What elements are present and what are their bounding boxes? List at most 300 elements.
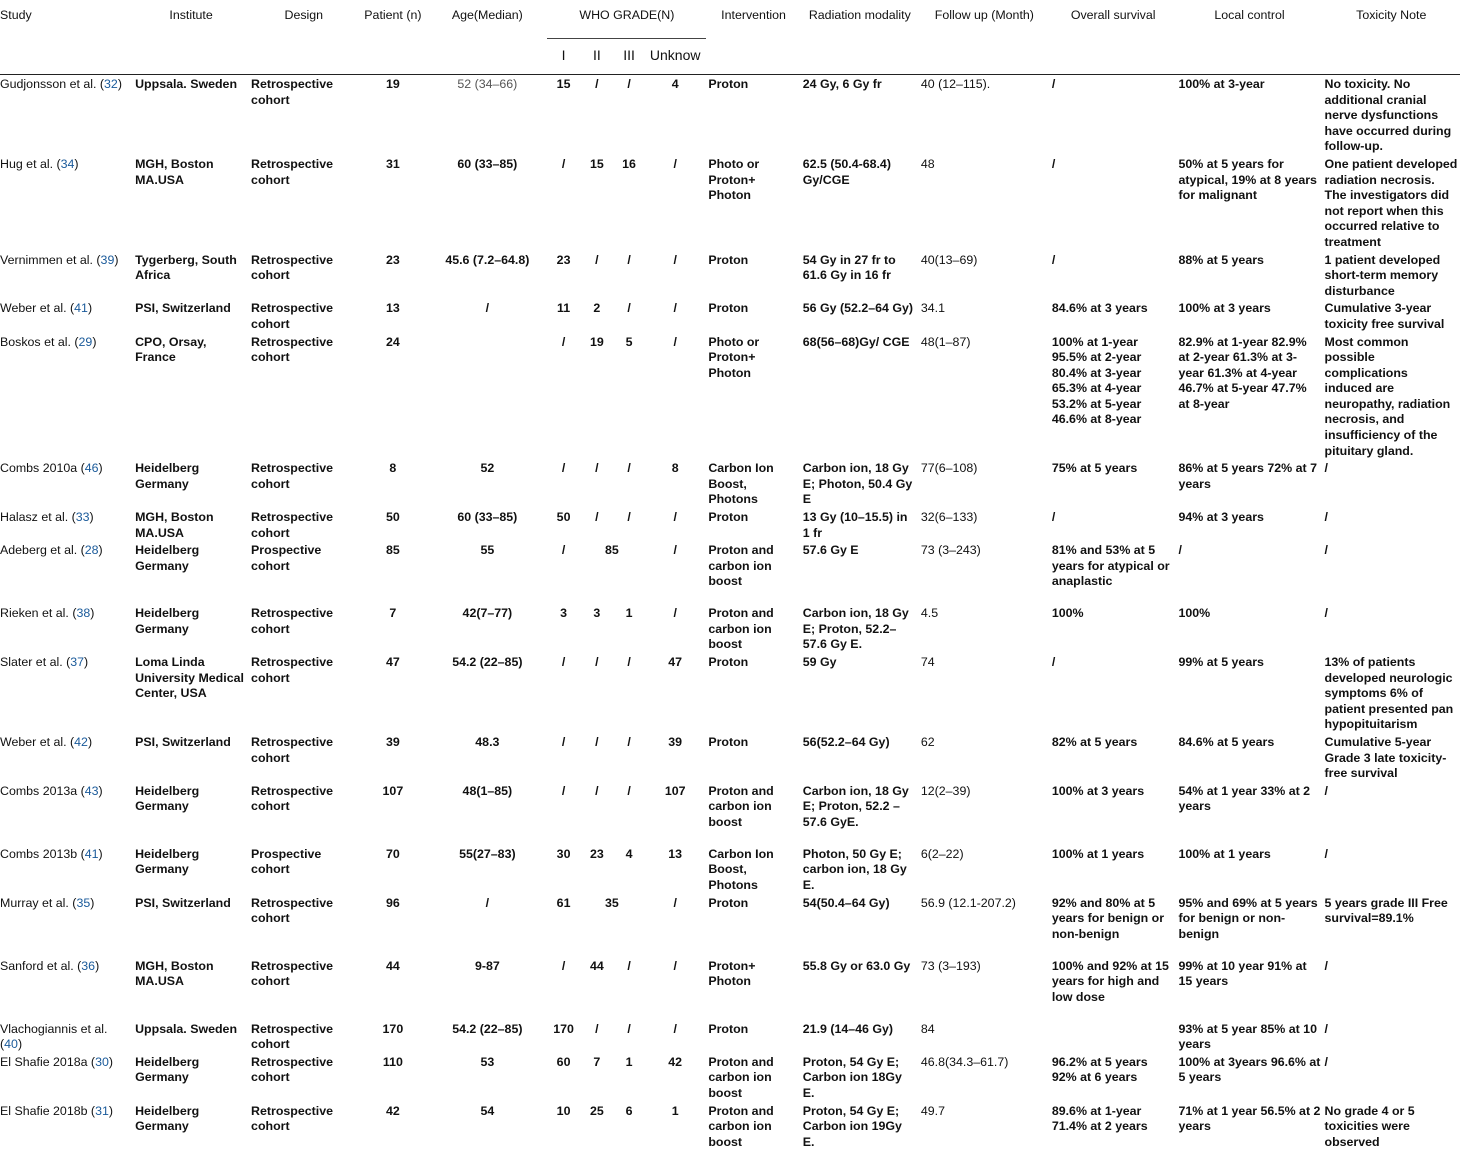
cell-local-control: 99% at 10 year 91% at 15 years (1177, 957, 1323, 1020)
reference-close-paren: ) (90, 510, 94, 524)
cell-follow-up: 73 (3–193) (919, 957, 1050, 1020)
cell-patient: 44 (359, 957, 428, 1020)
cell-toxicity-note: 5 years grade III Free survival=89.1% (1323, 894, 1460, 957)
reference-close-paren: ) (74, 157, 78, 171)
cell-design: Retrospective cohort (249, 894, 358, 957)
cell-design: Prospective cohort (249, 845, 358, 894)
cell-radiation-modality: 59 Gy (801, 653, 919, 733)
cell-follow-up: 73 (3–243) (919, 541, 1050, 604)
cell-grade-2: 35 (580, 894, 644, 957)
cell-grade-1: / (547, 541, 579, 604)
cell-institute: Heidelberg Germany (133, 459, 249, 508)
reference-close-paren: ) (18, 1037, 22, 1051)
cell-intervention: Carbon Ion Boost, Photons (706, 459, 800, 508)
cell-design: Retrospective cohort (249, 653, 358, 733)
reference-link[interactable]: 33 (76, 510, 90, 524)
table-row (0, 251, 1460, 300)
study-name: Rieken et al. ( (0, 606, 76, 620)
cell-grade-1: / (547, 155, 579, 251)
cell-grade-3: / (614, 957, 644, 1020)
cell-design: Retrospective cohort (249, 299, 358, 332)
cell-institute: Heidelberg Germany (133, 1053, 249, 1102)
cell-patient: 85 (359, 541, 428, 604)
cell-toxicity-note: / (1323, 1053, 1460, 1102)
reference-link[interactable]: 46 (85, 461, 99, 475)
reference-link[interactable]: 43 (85, 784, 99, 798)
cell-age: 53 (427, 1053, 547, 1102)
cell-institute: Heidelberg Germany (133, 604, 249, 653)
study-name: Sanford et al. ( (0, 959, 81, 973)
cell-institute: Heidelberg Germany (133, 845, 249, 894)
cell-study (0, 957, 133, 1020)
cell-age: 60 (33–85) (427, 508, 547, 541)
cell-grade-3: 1 (614, 1053, 644, 1102)
cell-toxicity-note: 13% of patients developed neurologic symptoms 6% of patient presented pan hypopituitarism (1323, 653, 1460, 733)
header-who-grade: WHO GRADE(N) (547, 0, 706, 39)
cell-study (0, 845, 133, 894)
study-name: Halasz et al. ( (0, 510, 76, 524)
cell-radiation-modality: Carbon ion, 18 Gy E; Photon, 50.4 Gy E (801, 459, 919, 508)
study-name: Boskos et al. ( (0, 335, 79, 349)
cell-grade-2: 7 (580, 1053, 614, 1102)
cell-institute: Tygerberg, South Africa (133, 251, 249, 300)
cell-follow-up: 49.7 (919, 1102, 1050, 1150)
table-row (0, 782, 1460, 845)
cell-toxicity-note: / (1323, 459, 1460, 508)
cell-grade-3: / (614, 251, 644, 300)
cell-design: Retrospective cohort (249, 1102, 358, 1150)
cell-local-control: 100% at 3-year (1177, 75, 1323, 155)
reference-link[interactable]: 40 (4, 1037, 18, 1051)
header-age: Age(Median) (427, 0, 547, 75)
table-row (0, 541, 1460, 604)
table-row (0, 155, 1460, 251)
cell-patient: 96 (359, 894, 428, 957)
table-row (0, 333, 1460, 460)
study-name: El Shafie 2018b ( (0, 1104, 95, 1118)
cell-grade-1: 15 (547, 75, 579, 155)
reference-close-paren: ) (92, 335, 96, 349)
cell-age: 55 (427, 541, 547, 604)
table-row (0, 1020, 1460, 1053)
cell-overall-survival: 100% at 1 years (1050, 845, 1177, 894)
cell-grade-unknown: / (644, 508, 706, 541)
cell-design: Retrospective cohort (249, 251, 358, 300)
cell-toxicity-note: No grade 4 or 5 toxicities were observed (1323, 1102, 1460, 1150)
reference-close-paren: ) (90, 896, 94, 910)
cell-patient: 42 (359, 1102, 428, 1150)
cell-grade-2: 15 (580, 155, 614, 251)
cell-study (0, 1020, 133, 1053)
cell-grade-2: / (580, 1020, 614, 1053)
reference-close-paren: ) (95, 959, 99, 973)
cell-overall-survival: 89.6% at 1-year 71.4% at 2 years (1050, 1102, 1177, 1150)
cell-follow-up: 84 (919, 1020, 1050, 1053)
cell-patient: 39 (359, 733, 428, 782)
cell-radiation-modality: 55.8 Gy or 63.0 Gy (801, 957, 919, 1020)
cell-institute: Loma Linda University Medical Center, USA (133, 653, 249, 733)
cell-grade-3: / (614, 75, 644, 155)
reference-close-paren: ) (84, 655, 88, 669)
header-follow-up: Follow up (Month) (919, 0, 1050, 75)
table-body (0, 75, 1460, 1150)
cell-patient: 31 (359, 155, 428, 251)
table-row (0, 845, 1460, 894)
cell-radiation-modality: 54(50.4–64 Gy) (801, 894, 919, 957)
cell-grade-unknown: 4 (644, 75, 706, 155)
cell-patient: 47 (359, 653, 428, 733)
cell-toxicity-note: / (1323, 845, 1460, 894)
cell-design: Retrospective cohort (249, 733, 358, 782)
cell-age: 54 (427, 1102, 547, 1150)
cell-intervention: Proton+ Photon (706, 957, 800, 1020)
cell-design: Retrospective cohort (249, 957, 358, 1020)
cell-study (0, 782, 133, 845)
cell-institute: Uppsala. Sweden (133, 1020, 249, 1053)
study-name: Hug et al. ( (0, 157, 61, 171)
cell-local-control: 54% at 1 year 33% at 2 years (1177, 782, 1323, 845)
cell-age: 9-87 (427, 957, 547, 1020)
cell-institute: Heidelberg Germany (133, 541, 249, 604)
reference-close-paren: ) (99, 461, 103, 475)
cell-intervention: Photo or Proton+ Photon (706, 155, 800, 251)
reference-close-paren: ) (109, 1055, 113, 1069)
cell-institute: PSI, Switzerland (133, 733, 249, 782)
cell-grade-unknown: / (644, 604, 706, 653)
cell-follow-up: 40 (12–115). (919, 75, 1050, 155)
cell-design: Prospective cohort (249, 541, 358, 604)
cell-study (0, 251, 133, 300)
study-name: Adeberg et al. ( (0, 543, 85, 557)
reference-close-paren: ) (88, 301, 92, 315)
cell-patient: 70 (359, 845, 428, 894)
cell-age: 42(7–77) (427, 604, 547, 653)
cell-local-control: 82.9% at 1-year 82.9% at 2-year 61.3% at 3-year 61.3% at 4-year 46.7% at 5-year 47.7% at 8-year (1177, 333, 1323, 460)
study-name: Weber et al. ( (0, 735, 74, 749)
cell-radiation-modality: 62.5 (50.4-68.4) Gy/CGE (801, 155, 919, 251)
cell-overall-survival: 100% and 92% at 15 years for high and low dose (1050, 957, 1177, 1020)
cell-local-control: 100% at 1 years (1177, 845, 1323, 894)
cell-follow-up: 4.5 (919, 604, 1050, 653)
cell-grade-2: / (580, 782, 614, 845)
cell-grade-3: / (614, 733, 644, 782)
cell-local-control: 93% at 5 year 85% at 10 years (1177, 1020, 1323, 1053)
cell-institute: MGH, Boston MA.USA (133, 155, 249, 251)
cell-overall-survival: 100% at 3 years (1050, 782, 1177, 845)
cell-radiation-modality: 54 Gy in 27 fr to 61.6 Gy in 16 fr (801, 251, 919, 300)
study-name: Combs 2010a ( (0, 461, 85, 475)
cell-grade-3: 6 (614, 1102, 644, 1150)
cell-grade-1: / (547, 782, 579, 845)
cell-intervention: Proton and carbon ion boost (706, 604, 800, 653)
cell-local-control: 50% at 5 years for atypical, 19% at 8 years for malignant (1177, 155, 1323, 251)
cell-grade-3: 16 (614, 155, 644, 251)
reference-link[interactable]: 31 (95, 1104, 109, 1118)
cell-follow-up: 48 (919, 155, 1050, 251)
cell-study (0, 459, 133, 508)
cell-grade-2: / (580, 75, 614, 155)
cell-intervention: Proton and carbon ion boost (706, 1053, 800, 1102)
cell-intervention: Proton (706, 75, 800, 155)
cell-radiation-modality: Photon, 50 Gy E; carbon ion, 18 Gy E. (801, 845, 919, 894)
cell-grade-2: / (580, 459, 614, 508)
cell-study (0, 653, 133, 733)
cell-toxicity-note: Most common possible complications induced are neuropathy, radiation necrosis, and insufficiency of the pituitary gland. (1323, 333, 1460, 460)
cell-follow-up: 77(6–108) (919, 459, 1050, 508)
cell-institute: MGH, Boston MA.USA (133, 508, 249, 541)
cell-follow-up: 62 (919, 733, 1050, 782)
cell-intervention: Proton (706, 1020, 800, 1053)
cell-toxicity-note: No toxicity. No additional cranial nerve dysfunctions have occurred during follow-up. (1323, 75, 1460, 155)
cell-local-control: 94% at 3 years (1177, 508, 1323, 541)
cell-design: Retrospective cohort (249, 508, 358, 541)
cell-toxicity-note: 1 patient developed short-term memory disturbance (1323, 251, 1460, 300)
cell-design: Retrospective cohort (249, 155, 358, 251)
cell-grade-2: 85 (580, 541, 644, 604)
cell-local-control: 100% at 3years 96.6% at 5 years (1177, 1053, 1323, 1102)
cell-grade-3: / (614, 1020, 644, 1053)
cell-grade-3: 1 (614, 604, 644, 653)
cell-grade-unknown: 13 (644, 845, 706, 894)
header-patient: Patient (n) (359, 0, 428, 75)
cell-design: Retrospective cohort (249, 333, 358, 460)
cell-local-control: 88% at 5 years (1177, 251, 1323, 300)
cell-grade-unknown: 42 (644, 1053, 706, 1102)
cell-radiation-modality: 56(52.2–64 Gy) (801, 733, 919, 782)
cell-overall-survival: / (1050, 508, 1177, 541)
cell-overall-survival: 81% and 53% at 5 years for atypical or anaplastic (1050, 541, 1177, 604)
cell-radiation-modality: 21.9 (14–46 Gy) (801, 1020, 919, 1053)
cell-institute: Heidelberg Germany (133, 782, 249, 845)
table-row (0, 1053, 1460, 1102)
cell-grade-1: 23 (547, 251, 579, 300)
cell-grade-unknown: 1 (644, 1102, 706, 1150)
cell-grade-unknown: / (644, 333, 706, 460)
cell-follow-up: 74 (919, 653, 1050, 733)
cell-age (427, 333, 547, 460)
cell-grade-1: 60 (547, 1053, 579, 1102)
cell-grade-1: / (547, 733, 579, 782)
cell-study (0, 155, 133, 251)
cell-toxicity-note: / (1323, 508, 1460, 541)
study-name: Combs 2013a ( (0, 784, 85, 798)
cell-overall-survival (1050, 1020, 1177, 1053)
cell-age: 48.3 (427, 733, 547, 782)
header-intervention: Intervention (706, 0, 800, 75)
reference-link[interactable]: 39 (101, 253, 115, 267)
cell-grade-unknown: / (644, 299, 706, 332)
cell-design: Retrospective cohort (249, 459, 358, 508)
header-grade-1: I (547, 39, 579, 75)
study-name: Combs 2013b ( (0, 847, 85, 861)
header-local-control: Local control (1177, 0, 1323, 75)
cell-intervention: Proton (706, 508, 800, 541)
cell-study (0, 733, 133, 782)
cell-grade-3: 4 (614, 845, 644, 894)
reference-link[interactable]: 30 (95, 1055, 109, 1069)
cell-study (0, 508, 133, 541)
cell-age: / (427, 894, 547, 957)
study-name: Slater et al. ( (0, 655, 70, 669)
cell-follow-up: 12(2–39) (919, 782, 1050, 845)
cell-grade-1: 50 (547, 508, 579, 541)
header-overall-survival: Overall survival (1050, 0, 1177, 75)
cell-radiation-modality: Carbon ion, 18 Gy E; Proton, 52.2 – 57.6 GyE. (801, 782, 919, 845)
cell-overall-survival: / (1050, 155, 1177, 251)
cell-radiation-modality: 24 Gy, 6 Gy fr (801, 75, 919, 155)
cell-intervention: Carbon Ion Boost, Photons (706, 845, 800, 894)
cell-study (0, 894, 133, 957)
cell-grade-2: 44 (580, 957, 614, 1020)
cell-toxicity-note: Cumulative 3-year toxicity free survival (1323, 299, 1460, 332)
cell-age: 55(27–83) (427, 845, 547, 894)
cell-grade-2: 3 (580, 604, 614, 653)
cell-local-control: 95% and 69% at 5 years for benign or non-benign (1177, 894, 1323, 957)
cell-grade-3: / (614, 782, 644, 845)
cell-grade-1: / (547, 459, 579, 508)
reference-close-paren: ) (90, 606, 94, 620)
cell-follow-up: 34.1 (919, 299, 1050, 332)
cell-intervention: Proton (706, 733, 800, 782)
cell-grade-3: 5 (614, 333, 644, 460)
cell-grade-2: 19 (580, 333, 614, 460)
reference-link[interactable]: 41 (85, 847, 99, 861)
reference-close-paren: ) (118, 77, 122, 91)
table-row (0, 508, 1460, 541)
cell-grade-1: 3 (547, 604, 579, 653)
cell-study (0, 75, 133, 155)
header-institute: Institute (133, 0, 249, 75)
reference-link[interactable]: 38 (76, 606, 90, 620)
cell-toxicity-note: / (1323, 957, 1460, 1020)
table-row (0, 957, 1460, 1020)
cell-patient: 110 (359, 1053, 428, 1102)
reference-link[interactable]: 32 (104, 77, 118, 91)
study-name: Weber et al. ( (0, 301, 74, 315)
cell-age: / (427, 299, 547, 332)
cell-grade-2: 23 (580, 845, 614, 894)
cell-grade-3: / (614, 459, 644, 508)
cell-intervention: Proton (706, 894, 800, 957)
cell-follow-up: 40(13–69) (919, 251, 1050, 300)
cell-design: Retrospective cohort (249, 75, 358, 155)
cell-study (0, 333, 133, 460)
cell-local-control: 71% at 1 year 56.5% at 2 years (1177, 1102, 1323, 1150)
cell-radiation-modality: Carbon ion, 18 Gy E; Proton, 52.2–57.6 Gy E. (801, 604, 919, 653)
cell-age: 45.6 (7.2–64.8) (427, 251, 547, 300)
cell-local-control: 100% at 3 years (1177, 299, 1323, 332)
cell-age: 54.2 (22–85) (427, 653, 547, 733)
cell-toxicity-note: Cumulative 5-year Grade 3 late toxicity-free survival (1323, 733, 1460, 782)
cell-patient: 19 (359, 75, 428, 155)
cell-grade-unknown: / (644, 541, 706, 604)
cell-grade-1: 30 (547, 845, 579, 894)
reference-close-paren: ) (88, 735, 92, 749)
cell-radiation-modality: 57.6 Gy E (801, 541, 919, 604)
reference-link[interactable]: 36 (81, 959, 95, 973)
reference-link[interactable]: 28 (85, 543, 99, 557)
cell-grade-1: 170 (547, 1020, 579, 1053)
table-row (0, 1102, 1460, 1150)
cell-age: 52 (427, 459, 547, 508)
reference-link[interactable]: 34 (61, 157, 75, 171)
cell-patient: 170 (359, 1020, 428, 1053)
cell-grade-unknown: 8 (644, 459, 706, 508)
study-name: Murray et al. ( (0, 896, 76, 910)
header-study: Study (0, 0, 133, 75)
header-grade-unknown: Unknow (644, 39, 706, 75)
cell-grade-3: / (614, 653, 644, 733)
header-radiation-modality: Radiation modality (801, 0, 919, 75)
cell-study (0, 604, 133, 653)
cell-grade-unknown: 39 (644, 733, 706, 782)
cell-age: 48(1–85) (427, 782, 547, 845)
cell-study (0, 541, 133, 604)
cell-toxicity-note: / (1323, 541, 1460, 604)
cell-radiation-modality: Proton, 54 Gy E; Carbon ion 18Gy E. (801, 1053, 919, 1102)
cell-radiation-modality: 68(56–68)Gy/ CGE (801, 333, 919, 460)
cell-local-control: / (1177, 541, 1323, 604)
cell-age: 54.2 (22–85) (427, 1020, 547, 1053)
cell-grade-2: 2 (580, 299, 614, 332)
cell-grade-2: / (580, 251, 614, 300)
reference-link[interactable]: 42 (74, 735, 88, 749)
reference-link[interactable]: 37 (70, 655, 84, 669)
cell-design: Retrospective cohort (249, 1020, 358, 1053)
cell-institute: MGH, Boston MA.USA (133, 957, 249, 1020)
table-row (0, 894, 1460, 957)
cell-design: Retrospective cohort (249, 782, 358, 845)
header-toxicity-note: Toxicity Note (1323, 0, 1460, 75)
cell-grade-1: / (547, 653, 579, 733)
cell-grade-1: 61 (547, 894, 579, 957)
table-row (0, 459, 1460, 508)
cell-intervention: Proton and carbon ion boost (706, 1102, 800, 1150)
cell-grade-2: 25 (580, 1102, 614, 1150)
cell-radiation-modality: 56 Gy (52.2–64 Gy) (801, 299, 919, 332)
table-row (0, 75, 1460, 155)
reference-link[interactable]: 29 (79, 335, 93, 349)
cell-study (0, 299, 133, 332)
cell-patient: 7 (359, 604, 428, 653)
cell-toxicity-note: One patient developed radiation necrosis. The investigators did not report when this occurred relative to treatment (1323, 155, 1460, 251)
cell-overall-survival: 100% (1050, 604, 1177, 653)
cell-overall-survival: 100% at 1-year 95.5% at 2-year 80.4% at 3-year 65.3% at 4-year 53.2% at 5-year 46.6% at 8-year (1050, 333, 1177, 460)
cell-grade-unknown: 107 (644, 782, 706, 845)
cell-grade-unknown: / (644, 155, 706, 251)
cell-grade-1: 11 (547, 299, 579, 332)
cell-grade-1: / (547, 957, 579, 1020)
cell-institute: PSI, Switzerland (133, 894, 249, 957)
cell-grade-unknown: 47 (644, 653, 706, 733)
reference-close-paren: ) (99, 784, 103, 798)
cell-patient: 50 (359, 508, 428, 541)
cell-radiation-modality: 13 Gy (10–15.5) in 1 fr (801, 508, 919, 541)
reference-link[interactable]: 35 (76, 896, 90, 910)
header-grade-2: II (580, 39, 614, 75)
cell-grade-1: / (547, 333, 579, 460)
header-design: Design (249, 0, 358, 75)
cell-institute: Heidelberg Germany (133, 1102, 249, 1150)
cell-follow-up: 48(1–87) (919, 333, 1050, 460)
cell-design: Retrospective cohort (249, 1053, 358, 1102)
table-row (0, 604, 1460, 653)
cell-follow-up: 32(6–133) (919, 508, 1050, 541)
header-grade-3: III (614, 39, 644, 75)
cell-overall-survival: 96.2% at 5 years 92% at 6 years (1050, 1053, 1177, 1102)
cell-intervention: Proton (706, 653, 800, 733)
reference-link[interactable]: 41 (74, 301, 88, 315)
